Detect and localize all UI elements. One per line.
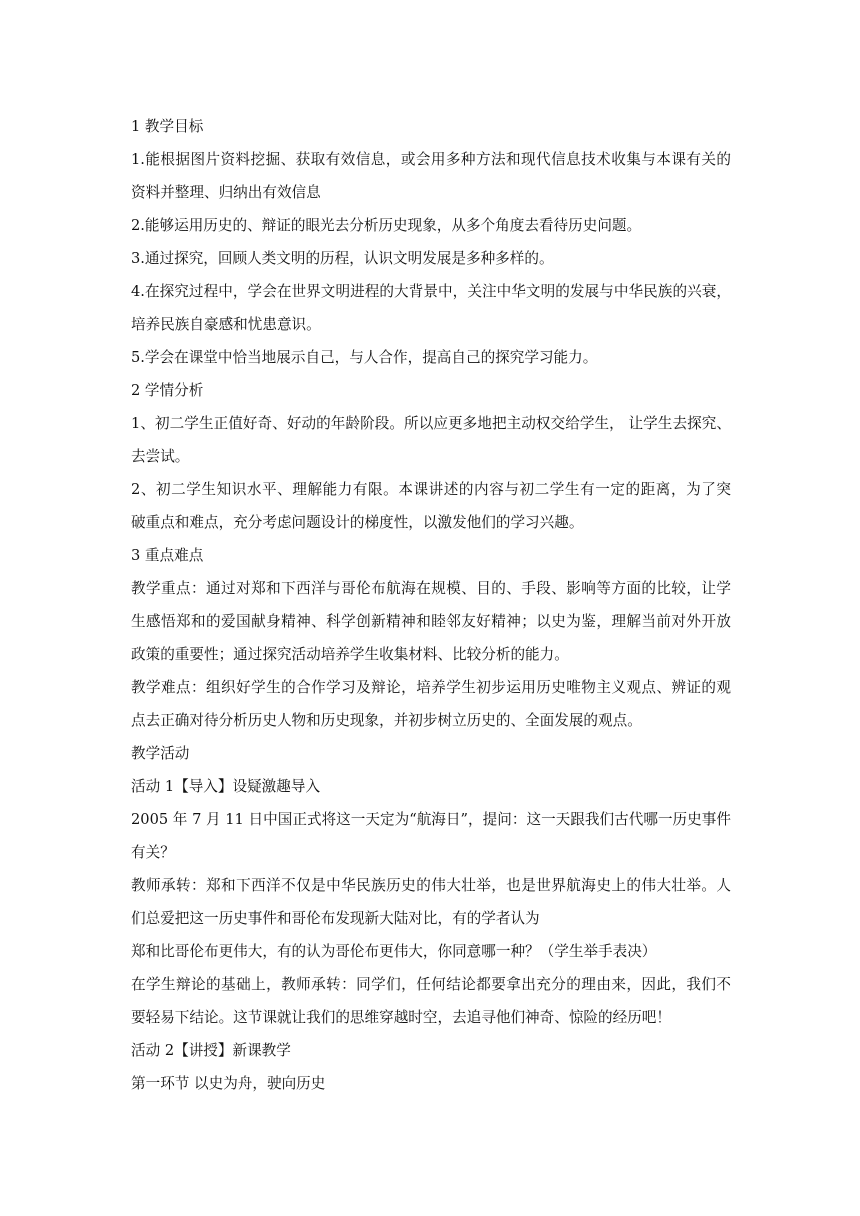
difficulty-line-1: 教学难点：组织好学生的合作学习及辩论，培养学生初步运用历史唯物主义观点、辨证的观: [131, 679, 731, 696]
key-point-line-3: 政策的重要性；通过探究活动培养学生收集材料、比较分析的能力。: [131, 646, 569, 663]
transition-line-2: 们总爱把这一历史事件和哥伦布发现新大陆对比，有的学者认为: [131, 910, 540, 927]
heading-key-points: 3 重点难点: [131, 547, 204, 564]
transition-line-3: 郑和比哥伦布更伟大，有的认为哥伦布更伟大，你同意哪一种？（学生举手表决）: [131, 943, 657, 960]
analysis-1-line-2: 去尝试。: [131, 448, 190, 465]
goal-1-line-1: 1.能根据图片资料挖掘、获取有效信息，或会用多种方法和现代信息技术收集与本课有关的: [131, 151, 731, 168]
heading-activities: 教学活动: [131, 745, 190, 762]
goal-5: 5.学会在课堂中恰当地展示自己，与人合作，提高自己的探究学习能力。: [131, 349, 598, 366]
analysis-2-line-2: 破重点和难点，充分考虑问题设计的梯度性，以激发他们的学习兴趣。: [131, 514, 584, 531]
transition-line-1: 教师承转：郑和下西洋不仅是中华民族历史的伟大壮举，也是世界航海史上的伟大壮举。人: [131, 877, 731, 894]
activity-1-title: 活动 1【导入】设疑激趣导入: [131, 778, 321, 795]
difficulty-line-2: 点去正确对待分析历史人物和历史现象，并初步树立历史的、全面发展的观点。: [131, 712, 642, 729]
goal-4-line-1: 4.在探究过程中，学会在世界文明进程的大背景中，关注中华文明的发展与中华民族的兴衰，: [131, 283, 731, 300]
goal-4-line-2: 培养民族自豪感和忧患意识。: [131, 316, 321, 333]
document-body: [131, 110, 731, 1100]
activity-2-title: 活动 2【讲授】新课教学: [131, 1042, 291, 1059]
key-point-line-2: 生感悟郑和的爱国献身精神、科学创新精神和睦邻友好精神；以史为鉴，理解当前对外开放: [131, 613, 731, 630]
heading-teaching-goals: 1 教学目标: [131, 118, 204, 135]
goal-3: 3.通过探究，回顾人类文明的历程，认识文明发展是多种多样的。: [131, 250, 554, 267]
debate-line-1: 在学生辩论的基础上，教师承转：同学们，任何结论都要拿出充分的理由来，因此，我们不: [131, 976, 731, 993]
analysis-2-line-1: 2、初二学生知识水平、理解能力有限。本课讲述的内容与初二学生有一定的距离，为了突: [131, 481, 731, 498]
goal-1-line-2: 资料并整理、归纳出有效信息: [131, 184, 321, 201]
section-1-title: 第一环节 以史为舟，驶向历史: [131, 1075, 326, 1092]
activity-1-line-2: 有关？: [131, 844, 175, 861]
heading-student-analysis: 2 学情分析: [131, 382, 204, 399]
activity-1-line-1: 2005 年 7 月 11 日中国正式将这一天定为“航海日”，提问：这一天跟我们古代哪一历史事件: [131, 811, 731, 828]
debate-line-2: 要轻易下结论。这节课就让我们的思维穿越时空，去追寻他们神奇、惊险的经历吧！: [131, 1009, 671, 1026]
goal-2: 2.能够运用历史的、辩证的眼光去分析历史现象，从多个角度去看待历史问题。: [131, 217, 642, 234]
analysis-1-line-1: 1、初二学生正值好奇、好动的年龄阶段。所以应更多地把主动权交给学生， 让学生去探究、: [131, 415, 731, 432]
key-point-line-1: 教学重点：通过对郑和下西洋与哥伦布航海在规模、目的、手段、影响等方面的比较，让学: [131, 580, 731, 597]
